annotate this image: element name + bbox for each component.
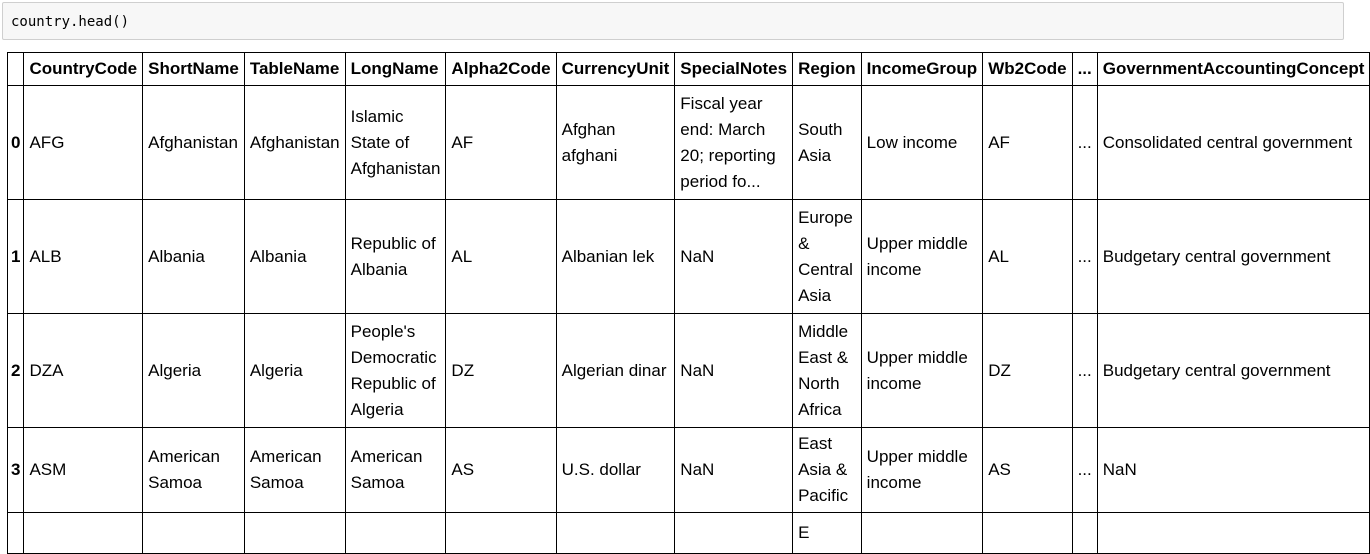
row-index: 1 xyxy=(8,200,24,314)
table-cell: Albanian lek xyxy=(556,200,675,314)
column-header: Region xyxy=(793,53,862,86)
table-cell: AF xyxy=(446,86,556,200)
table-cell: AL xyxy=(983,200,1072,314)
table-cell: Algeria xyxy=(143,314,245,428)
table-cell: Islamic State of Afghanistan xyxy=(345,86,446,200)
table-cell: AL xyxy=(446,200,556,314)
column-header: SpecialNotes xyxy=(675,53,793,86)
ellipsis-cell: ... xyxy=(1072,86,1097,200)
table-cell: Fiscal year end: March 20; reporting period fo... xyxy=(675,86,793,200)
column-header: LongName xyxy=(345,53,446,86)
table-cell xyxy=(861,513,983,554)
ellipsis-cell: ... xyxy=(1072,428,1097,513)
table-cell: Afghanistan xyxy=(143,86,245,200)
table-cell: ASM xyxy=(24,428,143,513)
table-row xyxy=(8,200,1370,314)
row-index: 3 xyxy=(8,428,24,513)
table-row-partial xyxy=(8,513,1370,554)
table-cell xyxy=(244,513,345,554)
table-cell: Algerian dinar xyxy=(556,314,675,428)
column-header: CurrencyUnit xyxy=(556,53,675,86)
table-cell: Middle East & North Africa xyxy=(793,314,862,428)
column-header: ShortName xyxy=(143,53,245,86)
table-cell xyxy=(446,513,556,554)
table-cell xyxy=(675,513,793,554)
table-cell: DZ xyxy=(446,314,556,428)
table-cell: NaN xyxy=(675,200,793,314)
table-row xyxy=(8,314,1370,428)
table-cell xyxy=(556,513,675,554)
table-cell: Low income xyxy=(861,86,983,200)
column-header: IncomeGroup xyxy=(861,53,983,86)
table-cell xyxy=(143,513,245,554)
table-cell xyxy=(345,513,446,554)
table-cell: Budgetary central government xyxy=(1097,314,1370,428)
row-index xyxy=(8,513,24,554)
table-row xyxy=(8,86,1370,200)
code-text[interactable]: country.head() xyxy=(11,14,130,30)
column-header-ellipsis: ... xyxy=(1072,53,1097,86)
column-header: GovernmentAccountingConcept xyxy=(1097,53,1370,86)
row-index: 2 xyxy=(8,314,24,428)
column-header: Wb2Code xyxy=(983,53,1072,86)
table-cell: Albania xyxy=(244,200,345,314)
output-area xyxy=(7,52,1365,542)
table-cell: Consolidated central government xyxy=(1097,86,1370,200)
table-cell: AS xyxy=(983,428,1072,513)
table-cell xyxy=(1097,513,1370,554)
table-cell: Afghanistan xyxy=(244,86,345,200)
table-cell: AFG xyxy=(24,86,143,200)
ellipsis-cell xyxy=(1072,513,1097,554)
table-cell: NaN xyxy=(1097,428,1370,513)
table-row xyxy=(8,428,1370,513)
table-cell: Upper middle income xyxy=(861,200,983,314)
column-header: CountryCode xyxy=(24,53,143,86)
table-cell: Upper middle income xyxy=(861,428,983,513)
row-index: 0 xyxy=(8,86,24,200)
table-cell: NaN xyxy=(675,314,793,428)
index-header xyxy=(8,53,24,86)
table-cell: U.S. dollar xyxy=(556,428,675,513)
table-cell: Albania xyxy=(143,200,245,314)
table-cell: American Samoa xyxy=(244,428,345,513)
table-cell: Afghan afghani xyxy=(556,86,675,200)
table-cell: Upper middle income xyxy=(861,314,983,428)
table-cell: E xyxy=(793,513,862,554)
table-cell: Europe & Central Asia xyxy=(793,200,862,314)
table-cell: ALB xyxy=(24,200,143,314)
table-cell: South Asia xyxy=(793,86,862,200)
dataframe-table xyxy=(7,52,1370,554)
ellipsis-cell: ... xyxy=(1072,314,1097,428)
table-cell: American Samoa xyxy=(345,428,446,513)
header-row xyxy=(8,53,1370,86)
column-header: TableName xyxy=(244,53,345,86)
table-cell: American Samoa xyxy=(143,428,245,513)
table-cell: People's Democratic Republic of Algeria xyxy=(345,314,446,428)
table-cell: DZA xyxy=(24,314,143,428)
table-cell: AS xyxy=(446,428,556,513)
column-header: Alpha2Code xyxy=(446,53,556,86)
table-cell: AF xyxy=(983,86,1072,200)
table-cell: Algeria xyxy=(244,314,345,428)
table-cell xyxy=(983,513,1072,554)
ellipsis-cell: ... xyxy=(1072,200,1097,314)
table-cell: Budgetary central government xyxy=(1097,200,1370,314)
table-cell: Republic of Albania xyxy=(345,200,446,314)
table-cell: DZ xyxy=(983,314,1072,428)
table-cell: NaN xyxy=(675,428,793,513)
table-cell: East Asia & Pacific xyxy=(793,428,862,513)
table-cell xyxy=(24,513,143,554)
code-input-cell[interactable] xyxy=(2,2,1344,40)
